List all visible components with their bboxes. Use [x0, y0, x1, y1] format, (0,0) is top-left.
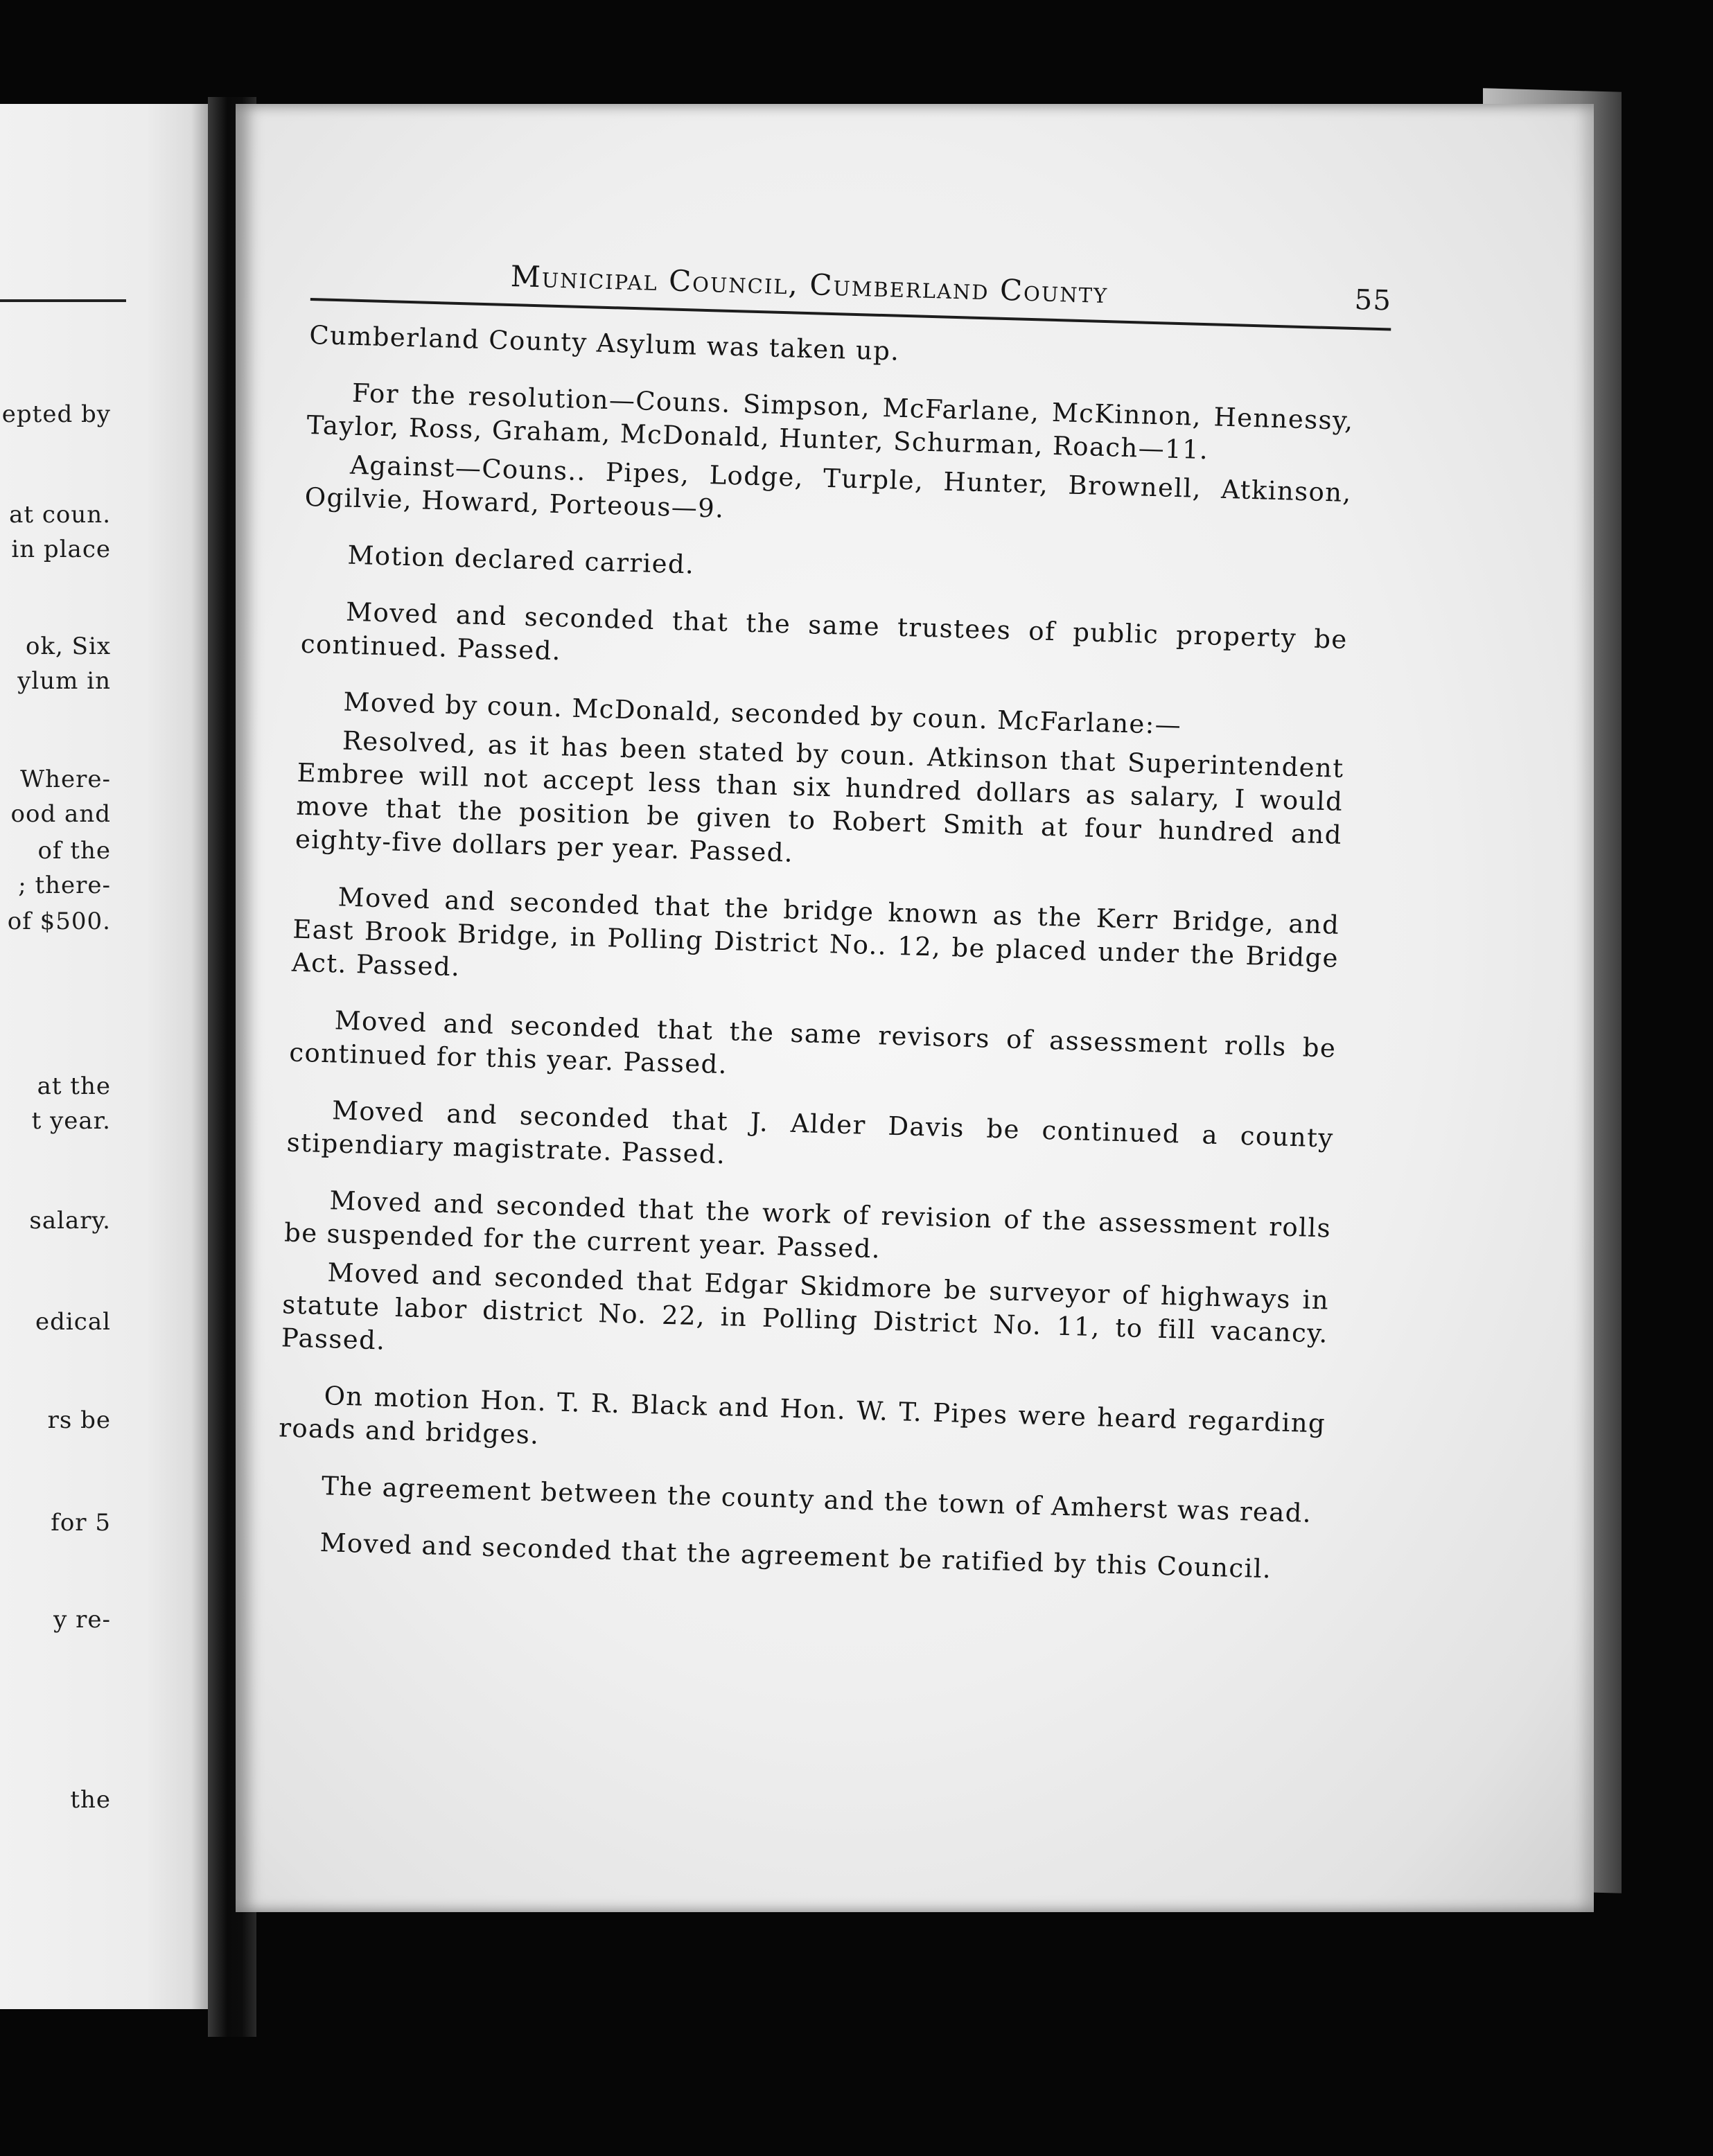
- paragraph: For the resolution—Couns. Simpson, McFarlane, McKinnon, Hennessy, Taylor, Ross, Graham, McDonald, Hunter, Schurman, Roach—11.: [306, 378, 1355, 466]
- paragraph: The agreement between the county and the town of Amherst was read.: [321, 1471, 1312, 1528]
- left-page-fragment: epted by: [1, 400, 111, 428]
- left-facing-page: [0, 104, 208, 2009]
- left-page-fragment: ; there-: [18, 872, 111, 899]
- page-content: [266, 246, 1393, 1925]
- left-page-fragment: at the: [37, 1072, 111, 1100]
- paragraph: Moved and seconded that the bridge known as the Kerr Bridge, and East Brook Bridge, in Polling District No.. 12, be placed under the Bridge Act. Passed.: [291, 882, 1340, 982]
- right-page: [236, 104, 1594, 1912]
- left-page-fragment: rs be: [47, 1406, 111, 1434]
- left-page-fragment: edical: [35, 1308, 111, 1336]
- running-header-title: Municipal Council, Cumberland County: [510, 259, 1109, 310]
- paragraph: Moved and seconded that the same trustees of public property be continued. Passed.: [300, 597, 1349, 666]
- left-page-fragment: ylum in: [17, 667, 111, 695]
- left-page-fragment: in place: [11, 536, 111, 563]
- left-page-fragment: t year.: [31, 1107, 111, 1135]
- left-page-fragment: of $500.: [7, 908, 111, 935]
- left-page-fragment: for 5: [51, 1509, 111, 1537]
- body-text: [274, 319, 1355, 1611]
- left-page-fragment: the: [70, 1786, 111, 1814]
- left-page-fragment: at coun.: [9, 501, 111, 529]
- paragraph: Against—Couns.. Pipes, Lodge, Turple, Hunter, Brownell, Atkinson, Ogilvie, Howard, Porteous—9.: [304, 450, 1353, 524]
- paragraph: Moved and seconded that Edgar Skidmore be surveyor of highways in statute labor district No. 22, in Polling District No. 11, to fill vacancy. Passed.: [281, 1257, 1330, 1356]
- paragraph: Resolved, as it has been stated by coun. Atkinson that Superintendent Embree will not accept less than six hundred dollars as salary, I would move that the position be given to Robert Smith at four hundred and eighty-five dollars per year. Passed.: [295, 725, 1345, 868]
- paragraph: Moved by coun. McDonald, seconded by coun. McFarlane:—: [343, 687, 1182, 741]
- left-page-fragment: y re-: [53, 1606, 111, 1634]
- left-page-fragment: ok, Six: [25, 633, 111, 660]
- left-page-fragment: ood and: [10, 800, 111, 828]
- paragraph: Moved and seconded that the work of revision of the assessment rolls be suspended for the current year. Passed.: [283, 1185, 1332, 1264]
- paragraph: Cumberland County Asylum was taken up.: [308, 319, 901, 366]
- paragraph: Moved and seconded that the agreement be ratified by this Council.: [319, 1528, 1272, 1584]
- paragraph: Motion declared carried.: [346, 540, 695, 580]
- paragraph: On motion Hon. T. R. Black and Hon. W. T. Pipes were heard regarding roads and bridges.: [278, 1381, 1326, 1450]
- left-page-rule: [0, 299, 126, 302]
- page-number: 55: [1354, 284, 1393, 317]
- paragraph: Moved and seconded that J. Alder Davis be continued a county stipendiary magistrate. Passed.: [286, 1095, 1335, 1170]
- left-page-fragment: salary.: [29, 1207, 111, 1235]
- paragraph: Moved and seconded that the same revisors of assessment rolls be continued for this year. Passed.: [288, 1005, 1337, 1080]
- left-page-fragment: of the: [37, 837, 111, 865]
- left-page-fragment: Where-: [20, 766, 111, 793]
